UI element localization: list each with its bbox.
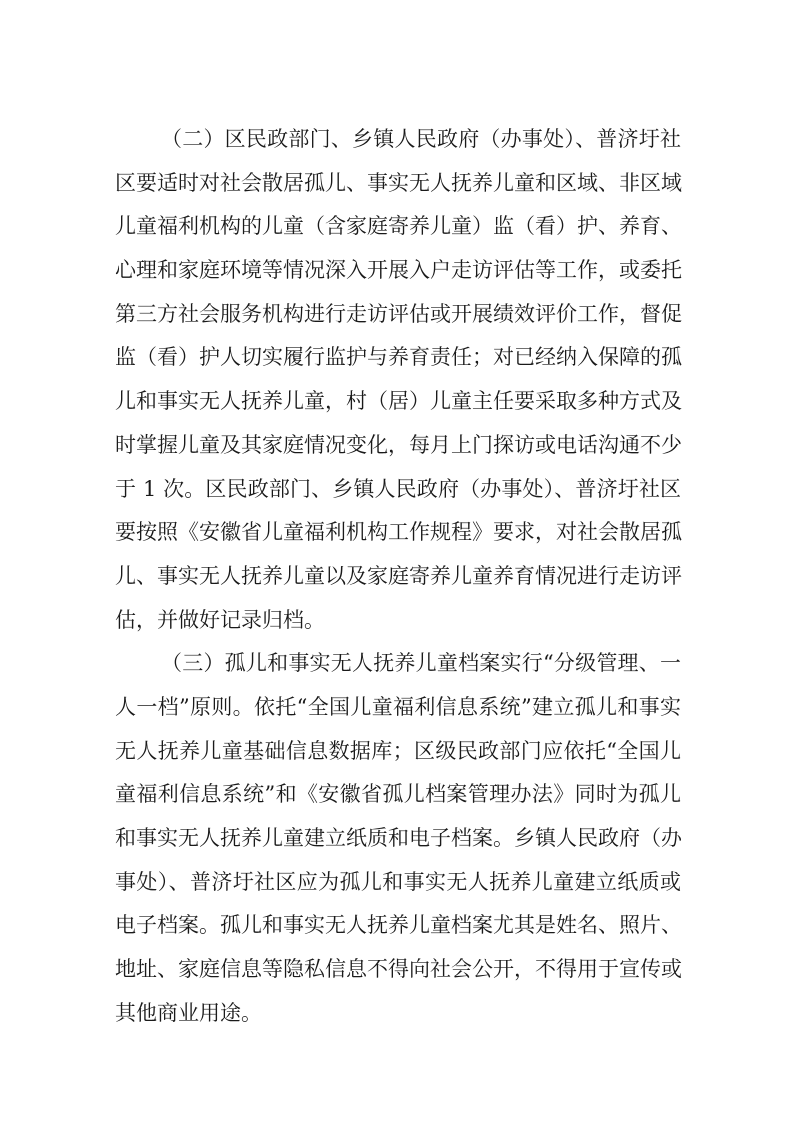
text-line: 心理和家庭环境等情况深入开展入户走访评估等工作，或委托	[115, 258, 682, 283]
text-line: 无人抚养儿童基础信息数据库；区级民政部门应依托“全国儿	[115, 738, 681, 763]
text-line: （二）区民政部门、乡镇人民政府（办事处）、普济圩社	[161, 127, 681, 151]
text-line: 人一档”原则。依托“全国儿童福利信息系统”建立孤儿和事实	[115, 694, 681, 719]
text-line: 地址、家庭信息等隐私信息不得向社会公开，不得用于宣传或	[115, 957, 682, 982]
text-line: 第三方社会服务机构进行走访评估或开展绩效评价工作，督促	[115, 301, 682, 326]
text-line: 儿和事实无人抚养儿童，村（居）儿童主任要采取多种方式及	[115, 389, 682, 414]
text-line: 和事实无人抚养儿童建立纸质和电子档案。乡镇人民政府（办	[115, 826, 682, 850]
text-line: 儿、事实无人抚养儿童以及家庭寄养儿童养育情况进行走访评	[115, 563, 682, 588]
text-line: 儿童福利机构的儿童（含家庭寄养儿童）监（看）护、养育、	[115, 214, 682, 239]
text-line: 监（看）护人切实履行监护与养育责任；对已经纳入保障的孤	[115, 345, 682, 370]
text-line: 区要适时对社会散居孤儿、事实无人抚养儿童和区域、非区域	[115, 170, 682, 195]
document-body	[115, 118, 681, 1035]
text-line: 其他商业用途。	[115, 1000, 262, 1025]
text-line: 事处）、普济圩社区应为孤儿和事实无人抚养儿童建立纸质或	[115, 869, 681, 894]
paragraph-three	[115, 642, 681, 1035]
paragraph-two	[115, 118, 681, 642]
text-line: 电子档案。孤儿和事实无人抚养儿童档案尤其是姓名、照片、	[115, 913, 682, 938]
text-line: 估，并做好记录归档。	[115, 607, 325, 632]
text-line: （三）孤儿和事实无人抚养儿童档案实行“分级管理、一	[161, 651, 681, 676]
text-line: 童福利信息系统”和《安徽省孤儿档案管理办法》同时为孤儿	[115, 782, 681, 807]
text-line: 要按照《安徽省儿童福利机构工作规程》要求，对社会散居孤	[115, 520, 682, 545]
text-line: 时掌握儿童及其家庭情况变化，每月上门探访或电话沟通不少	[115, 432, 682, 457]
text-line: 于 1 次。区民政部门、乡镇人民政府（办事处）、普济圩社区	[115, 476, 681, 501]
